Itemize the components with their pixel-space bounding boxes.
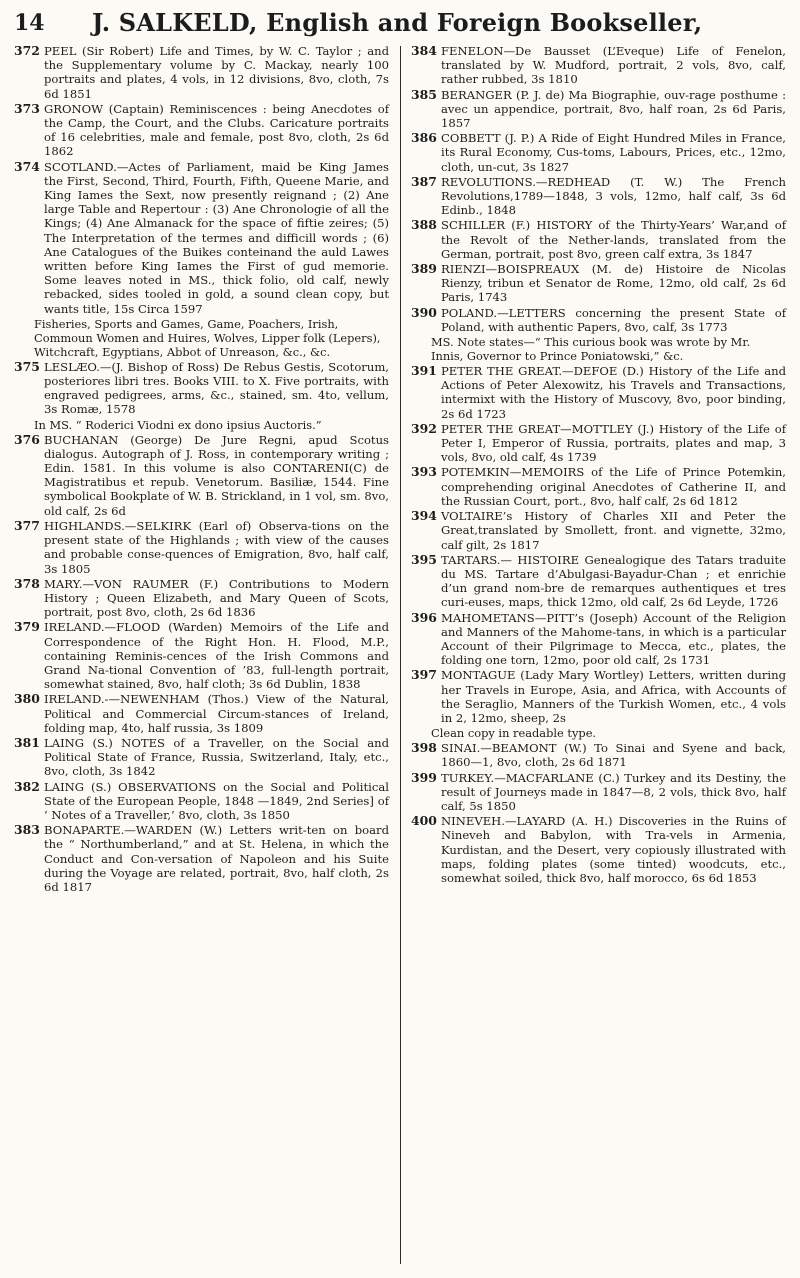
- catalogue-entry: [14, 102, 389, 159]
- entry-note: Clean copy in readable type.: [431, 726, 597, 741]
- entry-number: 384: [411, 43, 437, 58]
- entry-text: SCOTLAND.—Actes of Parliament, maid be King James the First, Second, Third, Fourth, Fifth, Queene Marie, and King Iames the Sext, now presently reignand ; (2) Ane large Table and Repertour : (3) Ane Chronologie of all the Kings; (4) Ane Almanack for the space of fiftie zeires; (5) The Interpretation of the termes and difficill words ; (6) Ane Catalogues of the Buikes conteinand the auld Lawes written before King Iames the First of gud memorie. Some leaves noted in MS., thick folio, old calf, newly rebacked, sides tooled in gold, a sound clean copy, but wants title, 15s Circa 1597: [44, 159, 389, 316]
- entry-number: 389: [411, 261, 437, 277]
- catalogue-entry: [14, 780, 389, 823]
- catalogue-entry: [411, 88, 786, 131]
- entry-number: 387: [411, 173, 437, 189]
- entry-number: 372: [14, 43, 40, 58]
- entry-text: POLAND.—LETTERS concerning the present State of Poland, with authentic Papers, 8vo, calf, 3s 1773: [441, 305, 786, 334]
- catalogue-entry: [411, 44, 786, 87]
- entry-text: VOLTAIRE’s History of Charles XII and Peter the Great,translated by Smollett, front. and vignette, 32mo, calf gilt, 2s 1817: [441, 509, 786, 552]
- entry-text: MARY.—VON RAUMER (F.) Contributions to Modern History ; Queen Elizabeth, and Mary Queen of Scots, portrait, post 8vo, cloth, 2s 6d 1836: [44, 576, 389, 620]
- entry-number: 382: [14, 778, 40, 794]
- entry-number: 383: [14, 822, 40, 838]
- catalogue-entry: [14, 433, 389, 518]
- entry-text: IRELAND.-—NEWENHAM (Thos.) View of the Natural, Political and Commercial Circum-stances of Ireland, folding map, 4to, half russia, 3s 1809: [44, 692, 389, 735]
- catalogue-entry: [411, 306, 786, 334]
- entry-text: RIENZI—BOISPREAUX (M. de) Histoire de Nicolas Rienzy, tribun et Senator de Rome, 12mo, old calf, 2s 6d Paris, 1743: [441, 262, 786, 305]
- entry-number: 397: [411, 667, 437, 683]
- catalogue-entry: [14, 360, 389, 417]
- entry-text: TARTARS.— HISTOIRE Genealogique des Tatars traduite du MS. Tartare d’Abulgasi-Bayadur-Chan ; et enrichie d’un grand nom-bre de remarques authentiques et tres curi-euses, maps, thick 12mo, old calf, 2s 6d Leyde, 1726: [441, 552, 786, 610]
- entry-text: COBBETT (J. P.) A Ride of Eight Hundred Miles in France, its Rural Economy, Cus-toms, Labours, Prices, etc., 12mo, cloth, un-cut, 3s 1827: [441, 131, 786, 174]
- entry-number: 379: [14, 619, 40, 635]
- entry-text: SCHILLER (F.) HISTORY of the Thirty-Years’ War,and of the Revolt of the Nether-lands, translated from the German, portrait, post 8vo, green calf extra, 3s 1847: [441, 218, 786, 261]
- catalogue-entry: [411, 218, 786, 261]
- entry-text: BUCHANAN (George) De Jure Regni, apud Scotus dialogus. Autograph of J. Ross, in contemporary writing ; Edin. 1581. In this volume is also CONTARENI(C) de Magistratibus et repub. Venetorum. Basiliæ, 1544. Fine symbolical Bookplate of W. B. Strickland, in 1 vol, sm. 8vo, old calf, 2s 6d: [44, 432, 389, 518]
- entry-number: 396: [411, 609, 437, 625]
- entry-number: 380: [14, 691, 40, 707]
- entry-number: 395: [411, 551, 437, 567]
- entry-text: LAING (S.) OBSERVATIONS on the Social and Political State of the European People, 1848 —1849, 2nd Series] of ‘ Notes of a Traveller,’ 8vo, cloth, 3s 1850: [44, 779, 389, 822]
- catalogue-entry: [411, 611, 786, 668]
- catalogue-entry: [411, 422, 786, 465]
- entry-text: MAHOMETANS—PITT’s (Joseph) Account of the Religion and Manners of the Mahome-tans, in which is a particular Account of their Pilgrimage to Mecca, etc., plates, the folding one torn, 12mo, poor old calf, 2s 1731: [441, 610, 786, 668]
- entry-text: TURKEY.—MACFARLANE (C.) Turkey and its Destiny, the result of Journeys made in 1847—8, 2 vols, thick 8vo, half calf, 5s 1850: [441, 770, 786, 813]
- entry-note: MS. Note states—“ This curious book was wrote by Mr. Innis, Governor to Prince Poniatowski,” &c.: [431, 335, 751, 364]
- entry-text: PETER THE GREAT—MOTTLEY (J.) History of the Life of Peter I, Emperor of Russia, portraits, plates and map, 3 vols, 8vo, old calf, 4s 1739: [441, 421, 786, 465]
- catalogue-entry: [14, 736, 389, 779]
- entry-number: 376: [14, 431, 40, 447]
- entry-number: 391: [411, 363, 437, 379]
- entry-text: REVOLUTIONS.—REDHEAD (T. W.) The French Revolutions,1789—1848, 3 vols, 12mo, half calf, 3s 6d Edinb., 1848: [441, 174, 786, 218]
- entry-text: BONAPARTE.—WARDEN (W.) Letters writ-ten on board the “ Northumberland,” and at St. Helena, in which the Conduct and Con-versation of Napoleon and his Suite during the Voyage are related, portrait, 8vo, half cloth, 2s 6d 1817: [44, 823, 389, 894]
- catalogue-entry: [411, 175, 786, 218]
- catalogue-entry: [14, 44, 389, 101]
- running-title: J. SALKELD, English and Foreign Bookseller,: [92, 8, 703, 37]
- catalogue-entry: [14, 620, 389, 691]
- entry-text: PEEL (Sir Robert) Life and Times, by W. C. Taylor ; and the Supplementary volume by C. Mackay, nearly 100 portraits and plates, 4 vols, in 12 divisions, 8vo, cloth, 7s 6d 1851: [44, 44, 389, 101]
- entry-number: 378: [14, 575, 40, 591]
- catalogue-entry: [14, 692, 389, 735]
- entry-number: 399: [411, 769, 437, 785]
- catalogue-entry: [411, 131, 786, 174]
- entry-text: HIGHLANDS.—SELKIRK (Earl of) Observa-tions on the present state of the Highlands ; with view of the causes and probable conse-quences of Emigration, 8vo, half calf, 3s 1805: [44, 518, 389, 576]
- entry-note: Fisheries, Sports and Games, Game, Poachers, Irish, Commoun Women and Huires, Wolves, Lipper folk (Lepers), Witchcraft, Egyptians, Abbot of Unreason, &c., &c.: [34, 316, 381, 359]
- entry-text: NINEVEH.—LAYARD (A. H.) Discoveries in the Ruins of Nineveh and Babylon, with Tra-vels in Armenia, Kurdistan, and the Desert, very copiously illustrated with maps, folding plates (some tinted) woodcuts, etc., somewhat soiled, thick 8vo, half morocco, 6s 6d 1853: [441, 814, 786, 885]
- catalogue-entry: [411, 741, 786, 769]
- entry-note: In MS. “ Roderici Viodni ex dono ipsius Auctoris.”: [34, 417, 322, 432]
- entry-text: GRONOW (Captain) Reminiscences : being Anecdotes of the Camp, the Court, and the Clubs. Caricature portraits of 16 celebrities, male and female, post 8vo, cloth, 2s 6d 1862: [44, 101, 389, 159]
- entry-number: 377: [14, 517, 40, 533]
- catalogue-entry: [14, 823, 389, 894]
- entry-number: 392: [411, 420, 437, 436]
- entry-number: 390: [411, 304, 437, 320]
- right-column: [411, 44, 786, 886]
- entry-number: 375: [14, 358, 40, 374]
- catalogue-entry: [411, 364, 786, 421]
- column-divider: [400, 46, 401, 1264]
- catalogue-entry: [411, 553, 786, 610]
- entry-number: 400: [411, 813, 437, 829]
- entry-number: 393: [411, 464, 437, 480]
- catalogue-entry: [14, 160, 389, 316]
- entry-number: 374: [14, 158, 40, 174]
- entry-number: 386: [411, 130, 437, 146]
- left-column: [14, 44, 389, 895]
- entry-text: MONTAGUE (Lady Mary Wortley) Letters, written during her Travels in Europe, Asia, and Africa, with Accounts of the Seraglio, Manners of the Turkish Women, etc., 4 vols in 2, 12mo, sheep, 2s: [441, 668, 786, 725]
- catalogue-entry: [411, 771, 786, 814]
- catalogue-entry: [411, 509, 786, 552]
- entry-text: IRELAND.—FLOOD (Warden) Memoirs of the Life and Correspondence of the Right Hon. H. Flood, M.P., containing Reminis-cences of the Irish Commons and Grand Na-tional Convention of ’83, full-length portrait, somewhat stained, 8vo, half cloth; 3s 6d Dublin, 1838: [44, 620, 389, 692]
- entry-number: 373: [14, 100, 40, 116]
- catalogue-page: [14, 8, 790, 1270]
- catalogue-entry: [411, 465, 786, 508]
- entry-text: FENELON—De Bausset (L’Eveque) Life of Fenelon, translated by W. Mudford, portrait, 2 vols, 8vo, calf, rather rubbed, 3s 1810: [441, 44, 786, 87]
- page-number: 14: [14, 10, 45, 36]
- catalogue-entry: [411, 668, 786, 725]
- entry-number: 385: [411, 86, 437, 102]
- entry-text: PETER THE GREAT.—DEFOE (D.) History of the Life and Actions of Peter Alexowitz, his Travels and Transactions, intermixt with the History of Muscovy, 8vo, poor binding, 2s 6d 1723: [441, 364, 786, 421]
- entry-text: SINAI.—BEAMONT (W.) To Sinai and Syene and back, 1860—1, 8vo, cloth, 2s 6d 1871: [441, 741, 786, 770]
- catalogue-entry: [14, 519, 389, 576]
- entry-text: POTEMKIN—MEMOIRS of the Life of Prince Potemkin, comprehending original Anecdotes of Catherine II, and the Russian Court, port., 8vo, half calf, 2s 6d 1812: [441, 465, 786, 508]
- catalogue-entry: [14, 577, 389, 620]
- page-header: [14, 8, 790, 42]
- entry-number: 388: [411, 217, 437, 233]
- entry-text: LAING (S.) NOTES of a Traveller, on the Social and Political State of France, Russia, Switzerland, Italy, etc., 8vo, cloth, 3s 1842: [44, 735, 389, 779]
- entry-number: 394: [411, 508, 437, 524]
- catalogue-entry: [411, 814, 786, 885]
- entry-number: 398: [411, 740, 437, 756]
- catalogue-entry: [411, 262, 786, 305]
- entry-text: BERANGER (P. J. de) Ma Biographie, ouv-rage posthume : avec un appendice, portrait, 8vo, half roan, 2s 6d Paris, 1857: [441, 87, 786, 131]
- entry-text: LESLÆO.—(J. Bishop of Ross) De Rebus Gestis, Scotorum, posteriores libri tres. Books VIII. to X. Five portraits, with engraved pedigrees, arms, &c., stained, sm. 4to, vellum, 3s Romæ, 1578: [44, 359, 389, 417]
- entry-number: 381: [14, 734, 40, 750]
